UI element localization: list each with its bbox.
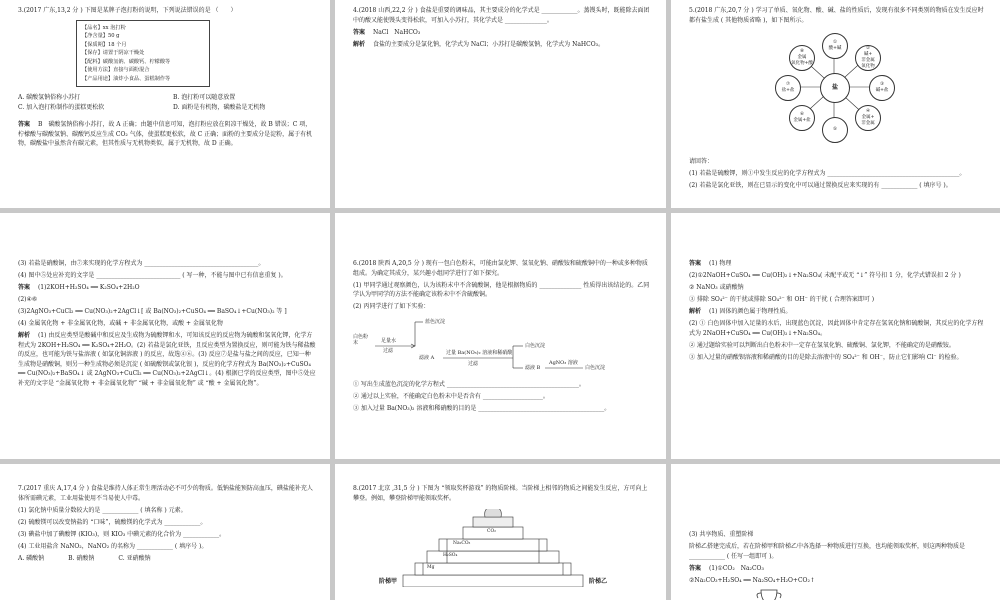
explanation-2: (2) ① 白色固体中加入足量的水后，出现蓝色沉淀，因此固体中肯定存在氢氧化钠和硫酸铜，其反应的化学方程式为 2NaOH+CuSO₄ ══ Cu(OH)₂↓+Na₂SO₄。: [689, 320, 984, 337]
sub-q1: (1) 氯化钠中质量分数较大的是 ____________ ( 填名称 ) 元素。: [18, 506, 187, 514]
explanation-4: ③ 加入过量的硝酸钡溶液和稀硝酸的目的是除去溶液中的 SO₄²⁻ 和 OH⁻，防止它们影响 Cl⁻ 的检验。: [689, 353, 963, 361]
answer-text: NaCl NaHCO₃: [372, 28, 421, 36]
explanation-text: (1) 由反应类型是酸碱中和反应及生成物为硫酸钾和水，可知该反应的反应物为硫酸和氢氧化钾，化学方程式为 2KOH+H₂SO₄ ══ K₂SO₄+2H₂O。(2) 若盐是氯化亚铁，且反应类型为置换反应，则可能为铁与稀盐酸的反应，也可能为铁与盐溶液 ( 如氯化铜溶液 ) 的反应，故选④⑥。(3) 反应⑦是盐与盐之间的反应，已知一种生成物是硝酸铜，则另一种生成物必须是沉淀 ( 如硫酸钡或氯化银 )，反应的化学方程式为 Ba(NO₃)₂+CuSO₄ ══ Cu(NO₃)₂+BaSO₄↓ 或 2AgNO₃+CuCl₂ ══ Cu(NO₃)₂+2AgCl↓。(4) 根据已学的反应类型，图中⑤处应补充的文字是 “金属氧化物 + 非金属氧化物” “碱 + 非金属氧化物” 或 “酸 + 金属氧化物”。: [18, 332, 316, 387]
options: [18, 93, 316, 112]
answer-block: [18, 283, 316, 293]
option-a: A. 碳酸氢钠俗称小苏打: [18, 94, 81, 101]
answer-label: 答案: [18, 121, 31, 128]
page-q5: [671, 0, 1000, 208]
stair-right-label: 阶梯乙: [589, 578, 608, 585]
step-na2co3: Na₂CO₃: [453, 541, 471, 546]
flow-filtrate-b: 滤液 B: [525, 364, 541, 371]
page-q6: [335, 213, 666, 459]
answer-3: ② NaNO₃ 或硝酸钠: [689, 284, 744, 291]
question-4: 4.(2018 山西,22,2 分 ) 食盐是重要的调味品，其主要成分的化学式是 ____________。蒸馒头时，既能除去面团中的酸又能使馒头变得松软，可加入小苏打，其化学式是 ______________。: [353, 7, 650, 24]
explanation-1: (1) 固体的颜色属于物理性质。: [708, 308, 792, 315]
flow-add-water: 足量水: [381, 337, 397, 344]
flow-filter-2: 过滤: [468, 360, 479, 367]
answer-label: 答案: [689, 260, 702, 267]
option-b: B. 泡打粉可以随意放置: [173, 94, 236, 101]
stair-left-label: 阶梯甲: [379, 578, 398, 585]
flow-reagent: 过量 Ba(NO₃)₂ 溶液和稀硝酸: [446, 349, 513, 356]
flow-filtrate-a: 滤液 A: [419, 354, 435, 361]
sub-q3: (3) 共享物质、重塑阶梯: [689, 531, 754, 538]
answer-block: [689, 564, 986, 574]
answer-4: (4) 金属氧化物 + 非金属氧化物，或碱 + 非金属氧化物，或酸 + 金属氧化物: [18, 320, 223, 327]
node-2: ② 碱+ 非金属 氧化物: [855, 45, 881, 71]
step-co2: CO₂: [487, 529, 496, 534]
sub-q4: (4) 工业用盐含 NaNO₂，NaNO₂ 的名称为 ____________ ( 填序号 )。: [18, 542, 208, 550]
answer-label: 答案: [689, 564, 702, 572]
card-line: 【产品用途】油炸小食品、蛋糕制作等: [82, 75, 171, 82]
node-3: ③ 碱+盐: [869, 75, 895, 101]
explanation-block: [18, 331, 316, 388]
trophy-stairs-diagram: [363, 509, 623, 587]
page-q8-cont: [671, 464, 1000, 600]
page-q6-answers: [671, 213, 1000, 459]
node-center: 盐: [820, 73, 850, 103]
sub-q3-text: 阶梯乙搭建完成后，若在阶梯甲和阶梯乙中各选择一种物质进行互换，也均能领取奖杯，则这两种物质是 ____________ ( 任写一组即可 )。: [689, 543, 966, 560]
ask: 请回答：: [689, 158, 714, 165]
option-c: C. 亚硝酸钠: [118, 554, 151, 562]
answer-1: (1)①CO₂ Na₂CO₃: [708, 564, 764, 572]
question-6: 6.(2018 陕西 A,20,5 分 ) 现有一包白色粉末，可能由氯化钾、氢氧化钠、硝酸铵和硫酸铜中的一种或多种物质组成。为确定其成分，某兴趣小组同学进行了如下探究。: [353, 260, 648, 277]
answer-label: 答案: [353, 28, 366, 36]
flow-blue-precipitate: 蓝色沉淀: [425, 318, 446, 325]
node-7: ⑦ 盐+盐: [775, 75, 801, 101]
sub-q1: (1) 若盐是硫酸钾，则①中发生反应的化学方程式为 ____________________________________________。: [689, 170, 966, 177]
blank-1: ① 写出生成蓝色沉淀的化学方程式 ____________________________________________。: [353, 380, 585, 388]
sub-q2: (2) 丙同学进行了如下实验：: [353, 303, 430, 310]
question-3: 3.(2017 广东,13,2 分 ) 下图是某牌子泡打粉的说明，下列说法错误的是 （ ）: [18, 7, 237, 14]
sub-q3: (3) 若盐是硝酸铜，由⑦来实现的化学方程式为 ______________________________________。: [18, 260, 265, 267]
stairs-drawing: [363, 509, 623, 587]
card-line: 【使用方法】直接与面粉混合: [82, 67, 150, 73]
flow-arrows: [353, 316, 593, 376]
sub-q4: (4) 图中⑤处应补充的文字是 ____________________________ ( 写一种，不能与图中已有信息重复 )。: [18, 272, 287, 279]
blank-2: ② 通过以上实验，不能确定白色粉末中是否含有 ____________________。: [353, 392, 549, 400]
experiment-flow: [353, 316, 606, 376]
card-line: 【保质期】18 个月: [82, 41, 127, 48]
option-b: B. 硝酸钠: [68, 554, 95, 562]
question-5: 5.(2018 广东,20,7 分 ) 学习了单质、氧化物、酸、碱、盐的性质后，发现有很多不同类别的物质在发生反应时都有盐生成 ( 其他物质省略 )，如下图所示。: [689, 7, 984, 24]
page-q3: [0, 0, 330, 208]
answer-2: (2)①2NaOH+CuSO₄ ══ Cu(OH)₂↓+Na₂SO₄( 未配平或无 “↓” 符号扣 1 分，化学式错误扣 2 分 ): [689, 272, 961, 279]
flow-white-precipitate-1: 白色沉淀: [525, 342, 546, 349]
card-line: 【配料】碳酸氢钠、碳酸钙、柠檬酸等: [82, 58, 171, 65]
explanation-3: ② 通过题给实验可以判断出白色粉末中一定存在氢氧化钠、硫酸铜、氯化钾，不能确定的是硝酸铵。: [689, 341, 955, 349]
options: [18, 554, 316, 564]
answer-text: B 碳酸氢钠俗称小苏打，故 A 正确；由题中信息可知，泡打粉应放在阴凉干燥处，故 B 错误；C 项，柠檬酸与碳酸氢钠、碳酸钙反应生成 CO₂ 气体，使蛋糕更松软，故 C 正确；面粉的主要成分是淀粉，属于有机物，碳酸盐中虽然含有碳元素，但其性质与无机物类似，属于无机物，故 D 正确。: [18, 121, 313, 147]
answer-label: 答案: [18, 284, 31, 291]
salt-wheel-diagram: [759, 31, 909, 143]
step-h2so4: H₂SO₄: [443, 553, 458, 558]
explanation-text: 食盐的主要成分是氯化钠，化学式为 NaCl；小苏打是碳酸氢钠，化学式为 NaHCO₃。: [372, 40, 605, 48]
node-5: ⑤: [822, 117, 848, 143]
page-q4: [335, 0, 666, 208]
page-q5-cont: [0, 213, 330, 459]
answer-block: [18, 120, 316, 149]
flow-filter: 过滤: [383, 347, 394, 354]
answer-1: (1)2KOH+H₂SO₄ ══ K₂SO₄+2H₂O: [37, 284, 140, 291]
answer-2: ②Na₂CO₃+H₂SO₄ ══ Na₂SO₄+H₂O+CO₂↑: [689, 576, 815, 584]
node-1: ① 酸+碱: [822, 33, 848, 59]
node-4: ④ 金属+ 非金属: [855, 105, 881, 131]
sub-q1: (1) 甲同学通过观察颜色，认为该粉末中不含硫酸铜，他是根据物质的 ______________ 性质得出该结论的。乙同学认为甲同学的方法不能确定该粉末中不含硫酸铜。: [353, 281, 650, 298]
explanation-block: [353, 40, 652, 50]
answer-3: (3)2AgNO₃+CuCl₂ ══ Cu(NO₃)₂+2AgCl↓[ 或 Ba(NO₃)₂+CuSO₄ ══ BaSO₄↓+Cu(NO₃)₂ 等 ]: [18, 308, 287, 315]
question-7: 7.(2017 重庆 A,17,4 分 ) 食盐是维持人体正常生理活动必不可少的物质。低钠盐能预防高血压，碘盐能补充人体所需碘元素，工业用盐使用不当易使人中毒。: [18, 485, 313, 502]
node-6: ⑥ 金属+盐: [789, 105, 815, 131]
option-d: D. 面粉是有机物，碳酸盐是无机物: [173, 103, 266, 111]
answer-4: ③ 排除 SO₄²⁻ 的干扰或排除 SO₄²⁻ 和 OH⁻ 的干扰 ( 合理答案即可 ): [689, 296, 875, 303]
step-mg: Mg: [427, 565, 435, 570]
blank-3: ③ 加入过量 Ba(NO₃)₂ 溶液和稀硝酸的目的是 __________________________________________。: [353, 404, 611, 412]
sub-q2: (2) 硫酸镁可以改变钠盐的 “口味”，硫酸镁的化学式为 ____________。: [18, 518, 207, 526]
explanation-block: [689, 307, 986, 317]
page-q8: [335, 464, 666, 600]
trophy-icon: [749, 588, 789, 600]
card-line: 【保存】请置于阴凉干燥处: [82, 50, 145, 56]
baking-powder-label: [76, 20, 210, 88]
option-a: A. 磷酸钠: [18, 554, 45, 562]
page-q7: [0, 464, 330, 600]
node-8: ⑧ 金属 氧化物+酸: [789, 45, 815, 71]
card-line: 【净含量】50 g: [82, 33, 120, 39]
card-line: 【品名】xx 泡打粉: [82, 24, 126, 31]
answer-block: [353, 28, 652, 38]
question-8: 8.(2017 北京 ,31,5 分 ) 下图为 “领取奖杯游戏” 的物质阶梯。当阶梯上相邻的物质之间能发生反应，方可向上攀登。例如，攀登阶梯甲能领取奖杯。: [353, 485, 648, 502]
flow-powder: 白色粉末: [353, 333, 369, 346]
explanation-label: 解析: [18, 332, 31, 339]
explanation-label: 解析: [689, 308, 702, 315]
answer-1: (1) 物理: [708, 260, 732, 267]
explanation-label: 解析: [353, 40, 366, 48]
flow-agno3: AgNO₃ 溶液: [549, 359, 578, 366]
flow-white-precipitate-2: 白色沉淀: [585, 364, 606, 371]
answer-block: [689, 259, 986, 269]
sub-q3: (3) 碘盐中加了碘酸钾 (KIO₃)，则 KIO₃ 中碘元素的化合价为 ____________。: [18, 530, 226, 538]
answer-2: (2)④⑥: [18, 296, 38, 303]
sub-q2: (2) 若盐是氯化亚铁，则在已显示的变化中可以通过置换反应来实现的有 ____________ ( 填序号 )。: [689, 182, 952, 189]
option-c: C. 加入泡打粉制作的蛋糕更松软: [18, 103, 105, 111]
